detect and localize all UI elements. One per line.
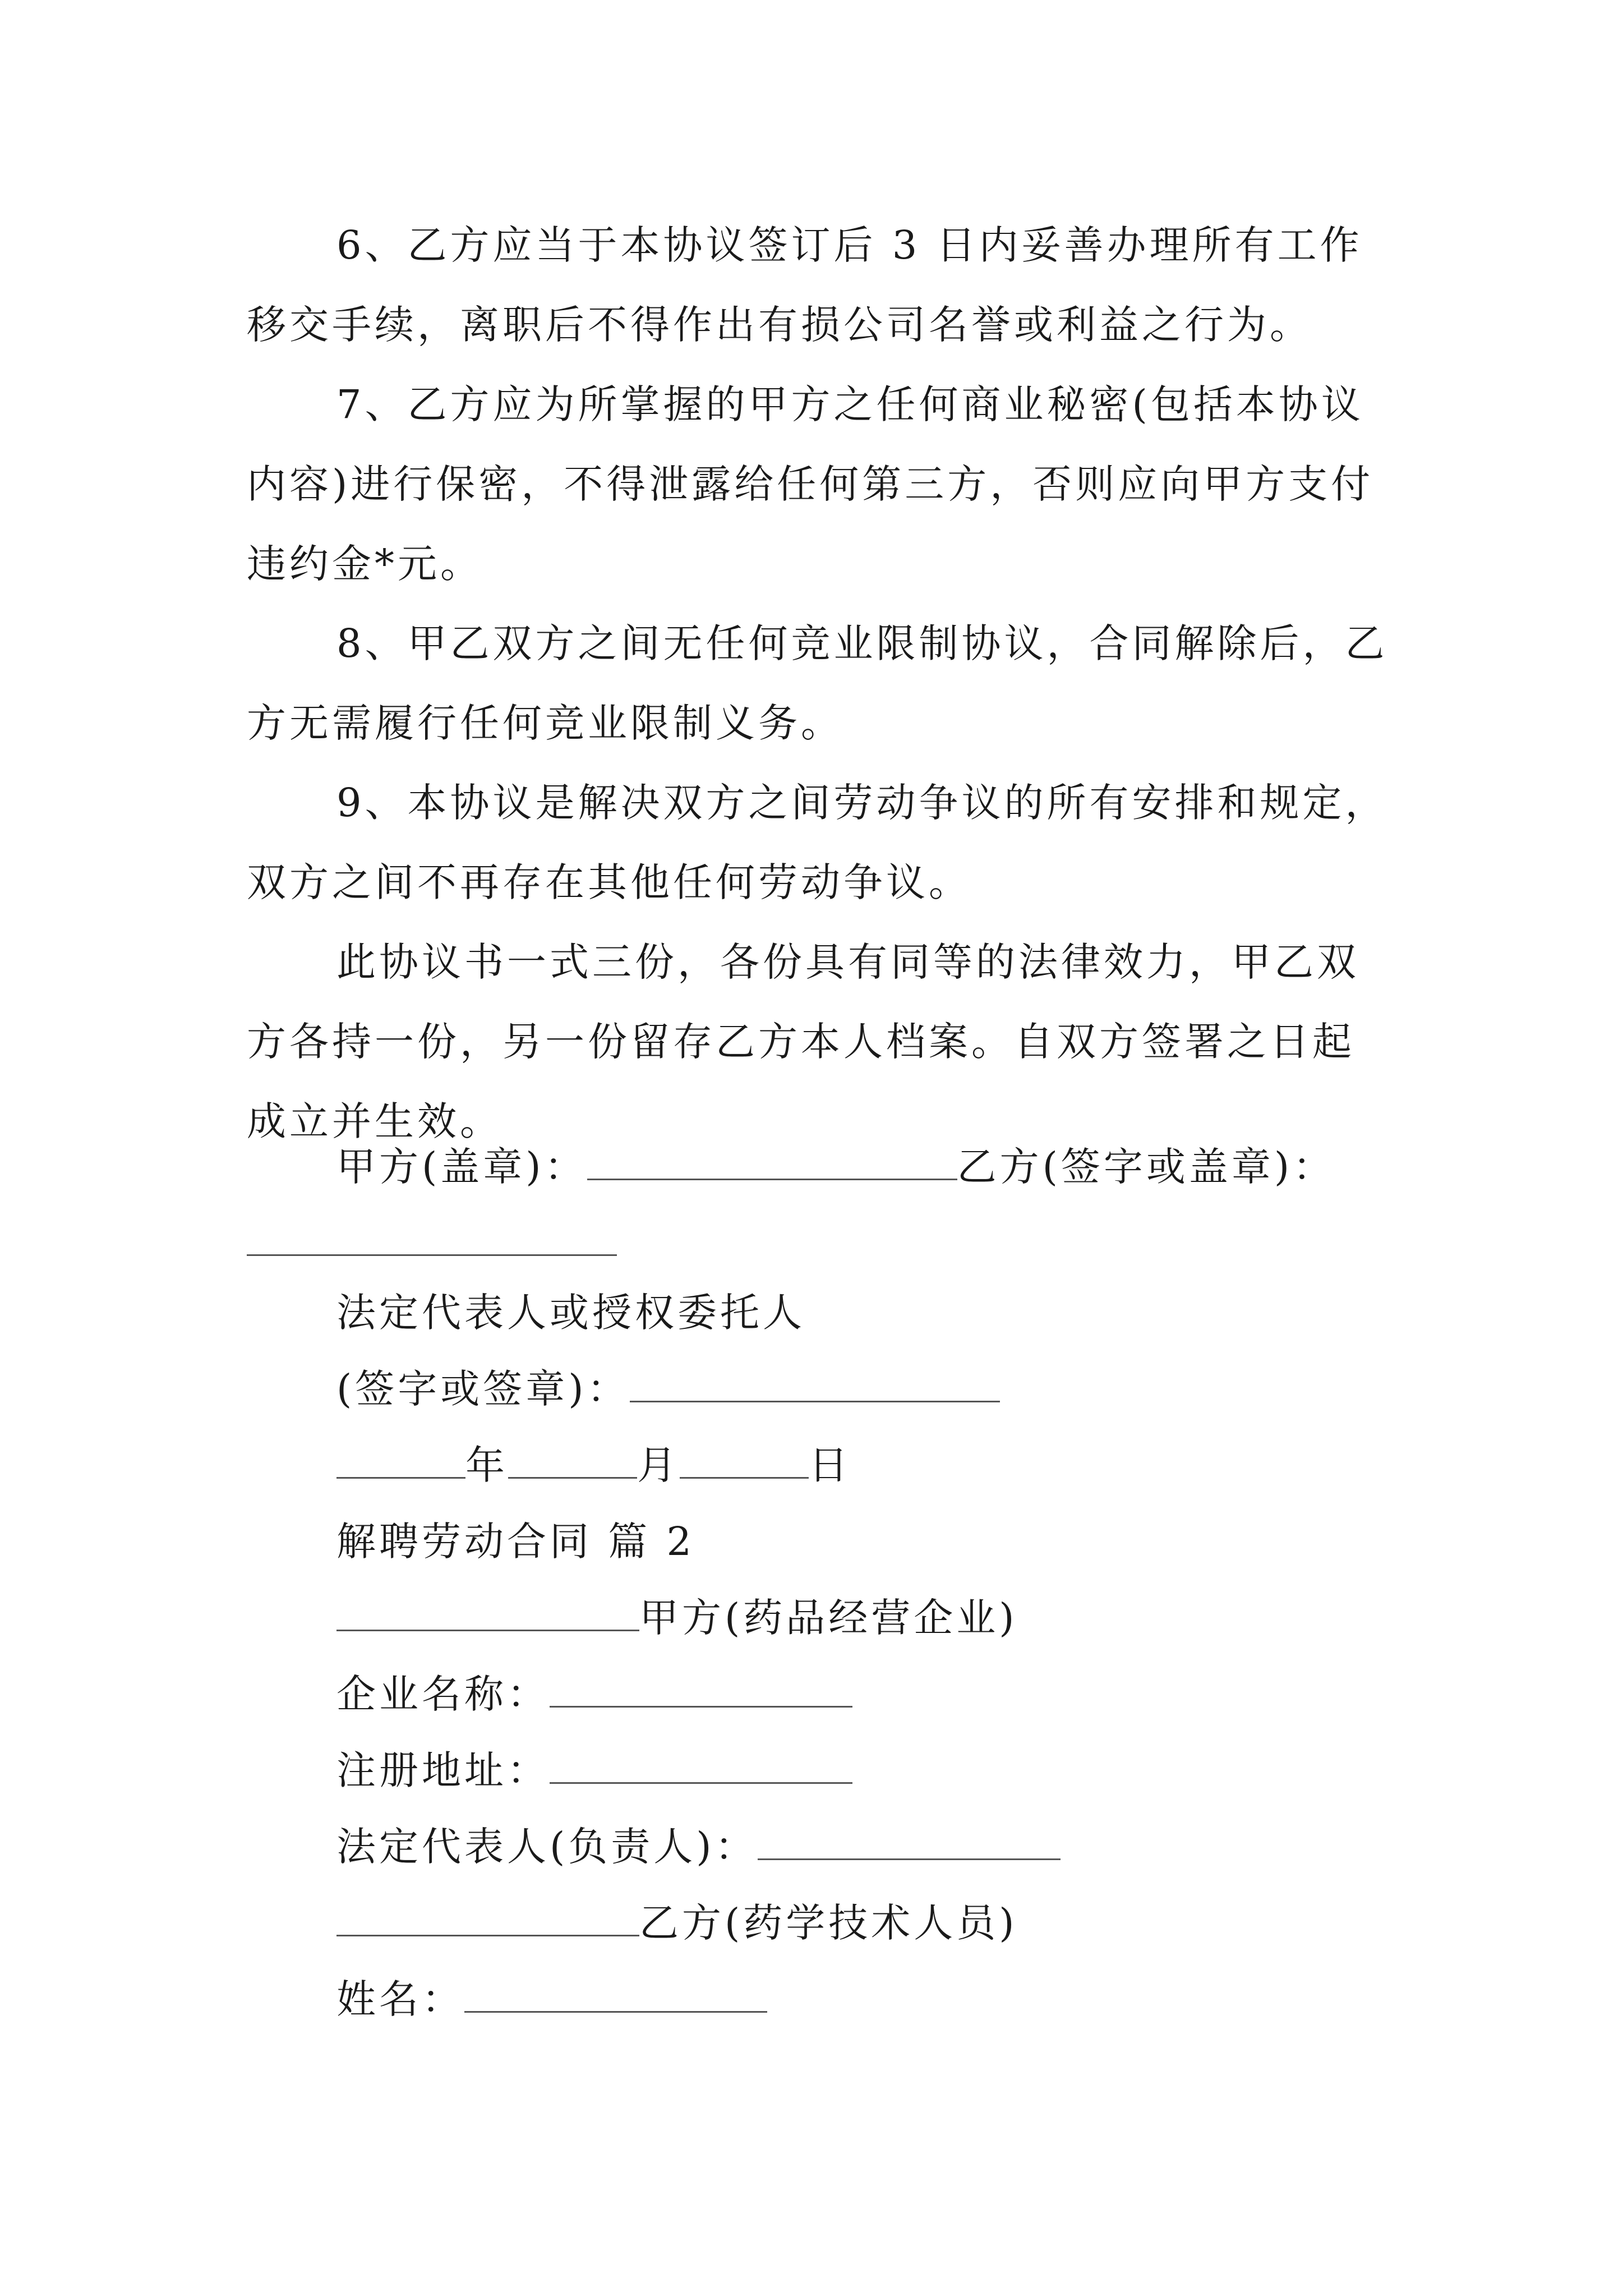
- rep-label-line: [336, 1285, 805, 1341]
- name-blank: [464, 1972, 767, 2013]
- contract2-party-a-line: [336, 1590, 1018, 1646]
- day-label: 日: [809, 1442, 851, 1488]
- year-label: 年: [465, 1442, 508, 1488]
- contract2-title-line: [336, 1513, 695, 1570]
- company-name-label: 企业名称：: [336, 1671, 550, 1717]
- address-blank: [550, 1743, 852, 1784]
- month-label: 月: [637, 1442, 680, 1488]
- contract2-title: 解聘劳动合同 篇 2: [336, 1519, 695, 1565]
- party-b-sign-label: 乙方(签字或盖章)：: [957, 1144, 1336, 1190]
- rep-sign-label: (签字或签章)：: [336, 1366, 630, 1412]
- rep-label: 法定代表人或授权委托人: [336, 1290, 805, 1336]
- party-b-sign-blank: [247, 1254, 617, 1256]
- contract2-party-b-label: 乙方(药学技术人员): [639, 1900, 1018, 1946]
- year-blank: [336, 1438, 465, 1479]
- legal-rep-label: 法定代表人(负责人)：: [336, 1824, 758, 1870]
- address-line: [336, 1742, 852, 1798]
- party-a-seal-label: 甲方(盖章)：: [336, 1144, 587, 1190]
- contract2-party-b-line: [336, 1895, 1018, 1951]
- clause-9: 9、本协议是解决双方之间劳动争议的所有安排和规定，双方之间不再存在其他任何劳动争议。: [247, 780, 1388, 905]
- legal-rep-line: [336, 1819, 1061, 1875]
- contract2-party-b-blank: [336, 1895, 639, 1936]
- clause-8: 8、甲乙双方之间无任何竞业限制协议，合同解除后，乙方无需履行任何竞业限制义务。: [247, 620, 1388, 746]
- day-blank: [680, 1438, 809, 1479]
- signature-parties-line: [336, 1139, 1335, 1195]
- name-label: 姓名：: [336, 1976, 464, 2022]
- month-blank: [508, 1438, 637, 1479]
- address-label: 注册地址：: [336, 1747, 550, 1793]
- clause-6: 6、乙方应当于本协议签订后 3 日内妥善办理所有工作移交手续，离职后不得作出有损公司名誉或利益之行为。: [247, 222, 1363, 348]
- company-name-line: [336, 1666, 852, 1722]
- contract2-party-a-blank: [336, 1590, 639, 1631]
- party-a-seal-blank: [587, 1139, 957, 1180]
- rep-sign-line: [336, 1361, 1000, 1417]
- legal-rep-blank: [758, 1819, 1061, 1860]
- date-line: [336, 1437, 851, 1493]
- contract2-party-a-label: 甲方(药品经营企业): [639, 1595, 1018, 1641]
- company-name-blank: [550, 1667, 852, 1708]
- name-line: [336, 1971, 767, 2027]
- rep-sign-blank: [630, 1361, 1000, 1402]
- clause-7: 7、乙方应为所掌握的甲方之任何商业秘密(包括本协议内容)进行保密，不得泄露给任何第三方，否则应向甲方支付违约金*元。: [247, 381, 1374, 587]
- closing-paragraph: 此协议书一式三份，各份具有同等的法律效力，甲乙双方各持一份，另一份留存乙方本人档案。自双方签署之日起成立并生效。: [247, 939, 1359, 1144]
